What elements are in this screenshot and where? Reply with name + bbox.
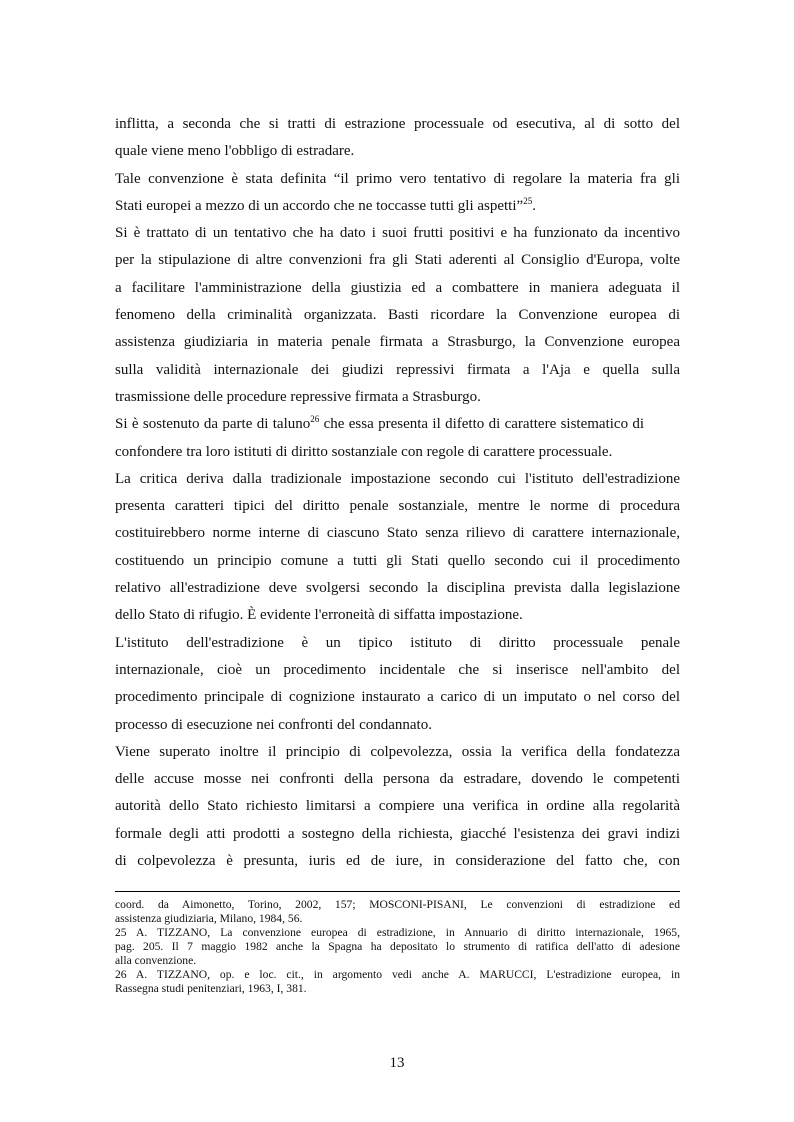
body-line: di colpevolezza è presunta, iuris ed de iure, in considerazione del fatto che, con bbox=[115, 853, 680, 870]
body-line-text: che essa presenta il difetto di carattere sistematico di bbox=[319, 416, 645, 433]
body-line: internazionale, cioè un procedimento incidentale che si inserisce nell'ambito del bbox=[115, 661, 680, 678]
body-line: assistenza giudiziaria in materia penale firmata a Strasburgo, la Convenzione europea bbox=[115, 334, 680, 351]
body-line: sulla validità internazionale dei giudizi repressivi firmata a l'Aja e quella sulla bbox=[115, 361, 680, 378]
footnote-line: coord. da Aimonetto, Torino, 2002, 157; MOSCONI-PISANI, Le convenzioni di estradizione ed bbox=[115, 898, 680, 911]
body-line: La critica deriva dalla tradizionale impostazione secondo cui l'istituto dell'estradizione bbox=[115, 470, 680, 487]
body-line: procedimento principale di cognizione instaurato a carico di un imputato o nel corso del bbox=[115, 689, 680, 706]
body-line: a facilitare l'amministrazione della giustizia ed a combattere in maniera adeguata il bbox=[115, 279, 680, 296]
footnote-divider bbox=[115, 891, 680, 892]
footnote-line: alla convenzione. bbox=[115, 954, 197, 967]
body-line: Tale convenzione è stata definita “il primo vero tentativo di regolare la materia fra gli bbox=[115, 170, 680, 187]
body-line: confondere tra loro istituti di diritto sostanziale con regole di carattere processuale. bbox=[115, 443, 613, 460]
body-line: trasmissione delle procedure repressive firmata a Strasburgo. bbox=[115, 388, 481, 405]
body-line: Si è trattato di un tentativo che ha dato i suoi frutti positivi e ha funzionato da incentivo bbox=[115, 225, 680, 242]
body-line: costituendo un principio comune a tutti gli Stati quello secondo cui il procedimento bbox=[115, 552, 680, 569]
footnote-line: assistenza giudiziaria, Milano, 1984, 56. bbox=[115, 912, 303, 925]
body-line: processo di esecuzione nei confronti del condannato. bbox=[115, 716, 432, 733]
page-number: 13 bbox=[389, 1055, 405, 1071]
body-line: costituirebbero norme interne di ciascuno Stato senza rilievo di carattere internazionale, bbox=[115, 525, 680, 542]
footnote-line: 25 A. TIZZANO, La convenzione europea di estradizione, in Annuario di diritto internazionale, 1965, bbox=[115, 926, 680, 939]
body-line-text: Si è sostenuto da parte di taluno bbox=[115, 416, 311, 433]
body-line: L'istituto dell'estradizione è un tipico istituto di diritto processuale penale bbox=[115, 634, 680, 651]
punctuation: . bbox=[532, 197, 536, 214]
footnote-line: 26 A. TIZZANO, op. e loc. cit., in argomento vedi anche A. MARUCCI, L'estradizione europea, in bbox=[115, 968, 680, 981]
body-line-text: Stati europei a mezzo di un accordo che ne toccasse tutti gli aspetti” bbox=[115, 197, 524, 214]
footnote-ref-25: 25 bbox=[523, 195, 533, 206]
body-line: dello Stato di rifugio. È evidente l'erroneità di siffatta impostazione. bbox=[115, 607, 523, 624]
body-line: autorità dello Stato richiesto limitarsi a compiere una verifica in ordine alla regolarità bbox=[115, 798, 680, 815]
body-line-with-footnote-26 bbox=[115, 411, 680, 438]
body-line: fenomeno della criminalità organizzata. Basti ricordare la Convenzione europea di bbox=[115, 307, 680, 324]
body-line: delle accuse mosse nei confronti della persona da estradare, dovendo le competenti bbox=[115, 771, 680, 788]
body-text bbox=[115, 111, 680, 875]
body-line: presenta caratteri tipici del diritto penale sostanziale, mentre le norme di procedura bbox=[115, 498, 680, 515]
footnote-line: Rassegna studi penitenziari, 1963, I, 381. bbox=[115, 982, 307, 995]
body-line: per la stipulazione di altre convenzioni fra gli Stati aderenti al Consiglio d'Europa, volte bbox=[115, 252, 680, 269]
body-line: Viene superato inoltre il principio di colpevolezza, ossia la verifica della fondatezza bbox=[115, 743, 680, 760]
footnote-ref-26: 26 bbox=[310, 414, 320, 425]
body-line-with-footnote-25 bbox=[115, 193, 680, 220]
body-line: inflitta, a seconda che si tratti di estrazione processuale od esecutiva, al di sotto del bbox=[115, 116, 680, 132]
body-line: formale degli atti prodotti a sostegno della richiesta, giacché l'esistenza dei gravi indizi bbox=[115, 825, 680, 842]
footnotes bbox=[115, 898, 680, 996]
body-line: relativo all'estradizione deve svolgersi secondo la disciplina prevista dalla legislazione bbox=[115, 580, 680, 597]
footnote-line: pag. 205. Il 7 maggio 1982 anche la Spagna ha depositato lo strumento di ratifica dell'atto di adesione bbox=[115, 940, 680, 953]
body-line: quale viene meno l'obbligo di estradare. bbox=[115, 143, 355, 160]
